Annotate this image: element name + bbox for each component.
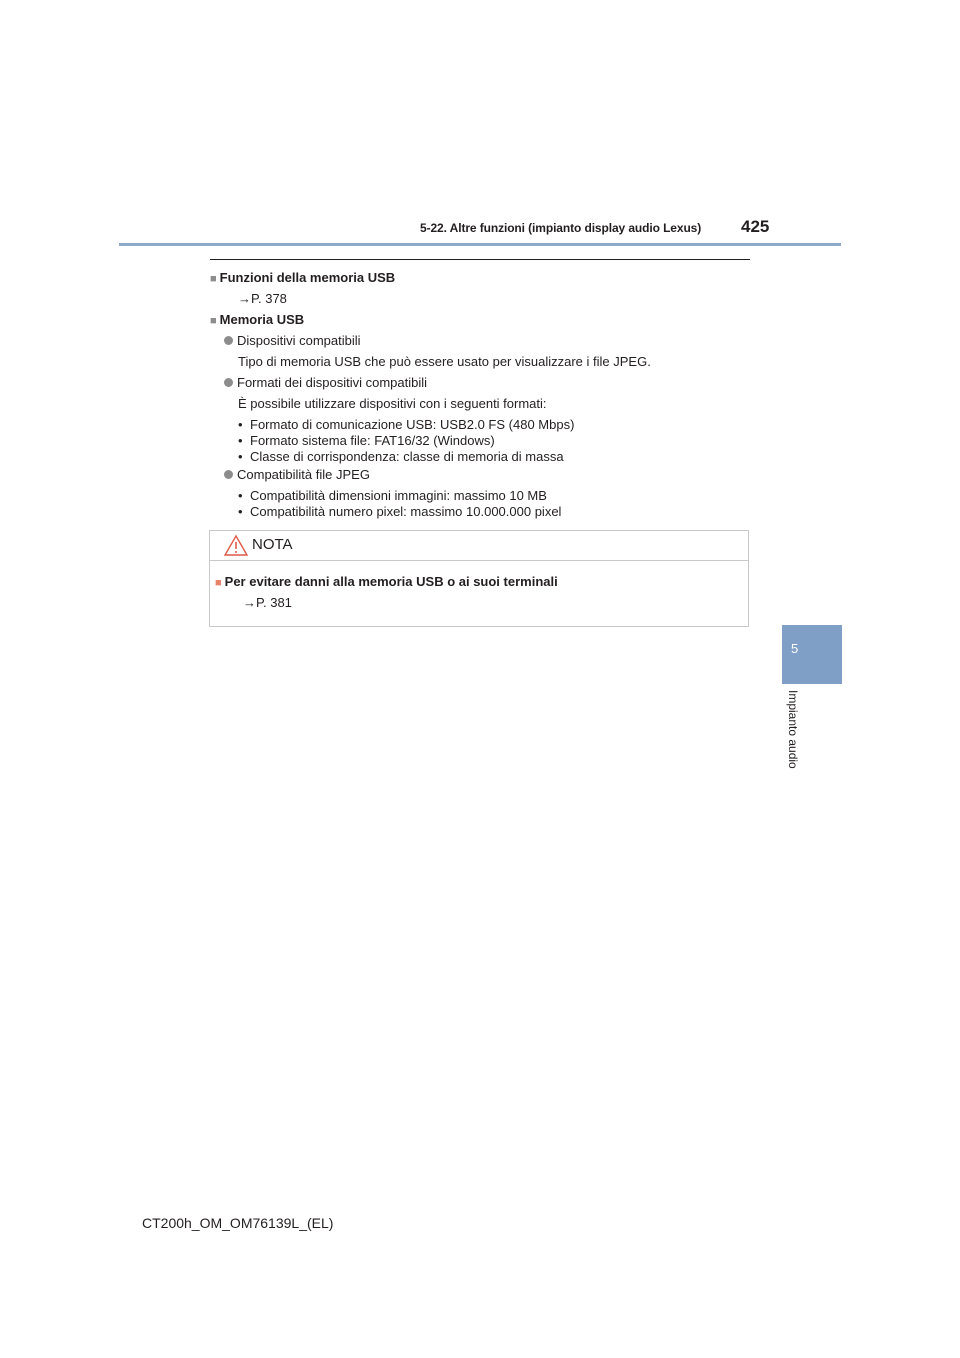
nota-heading: ■ Per evitare danni alla memoria USB o ai suoi terminali [215, 574, 558, 589]
chapter-label: Impianto audio [786, 690, 800, 769]
nota-title: NOTA [252, 536, 293, 553]
heading-usb-functions: ■ Funzioni della memoria USB [210, 270, 396, 285]
section-rule [210, 259, 750, 260]
square-bullet-icon: ■ [215, 577, 222, 589]
list-item: • Formato di comunicazione USB: USB2.0 FS (480 Mbps) [238, 417, 575, 432]
chapter-number: 5 [791, 641, 799, 656]
circle-bullet-icon [224, 378, 233, 387]
footer-code: CT200h_OM_OM76139L_(EL) [142, 1215, 334, 1231]
circle-bullet-icon [224, 470, 233, 479]
header-rule [119, 243, 841, 246]
square-bullet-icon: ■ [210, 273, 217, 285]
text-compatible-formats: È possibile utilizzare dispositivi con i seguenti formati: [238, 396, 547, 411]
heading-usb-memory: ■ Memoria USB [210, 312, 305, 327]
page-number: 425 [741, 217, 770, 236]
item-jpeg-compat: Compatibilità file JPEG [224, 467, 370, 482]
nota-divider [210, 560, 749, 561]
chapter-label-wrap [782, 690, 810, 780]
list-item: • Formato sistema file: FAT16/32 (Windows) [238, 433, 495, 448]
circle-bullet-icon [224, 336, 233, 345]
header-title: 5-22. Altre funzioni (impianto display audio Lexus) [420, 221, 702, 235]
text-compatible-devices: Tipo di memoria USB che può essere usato per visualizzare i file JPEG. [238, 354, 651, 369]
nota-ref[interactable]: →P. 381 [243, 595, 292, 610]
square-bullet-icon: ■ [210, 315, 217, 327]
item-compatible-formats: Formati dei dispositivi compatibili [224, 375, 427, 390]
list-item: • Classe di corrispondenza: classe di memoria di massa [238, 449, 564, 464]
ref-usb-functions[interactable]: →P. 378 [238, 291, 287, 306]
item-compatible-devices: Dispositivi compatibili [224, 333, 361, 348]
warning-triangle-icon [224, 534, 248, 556]
list-item: • Compatibilità numero pixel: massimo 10.000.000 pixel [238, 504, 562, 519]
list-item: • Compatibilità dimensioni immagini: massimo 10 MB [238, 488, 547, 503]
